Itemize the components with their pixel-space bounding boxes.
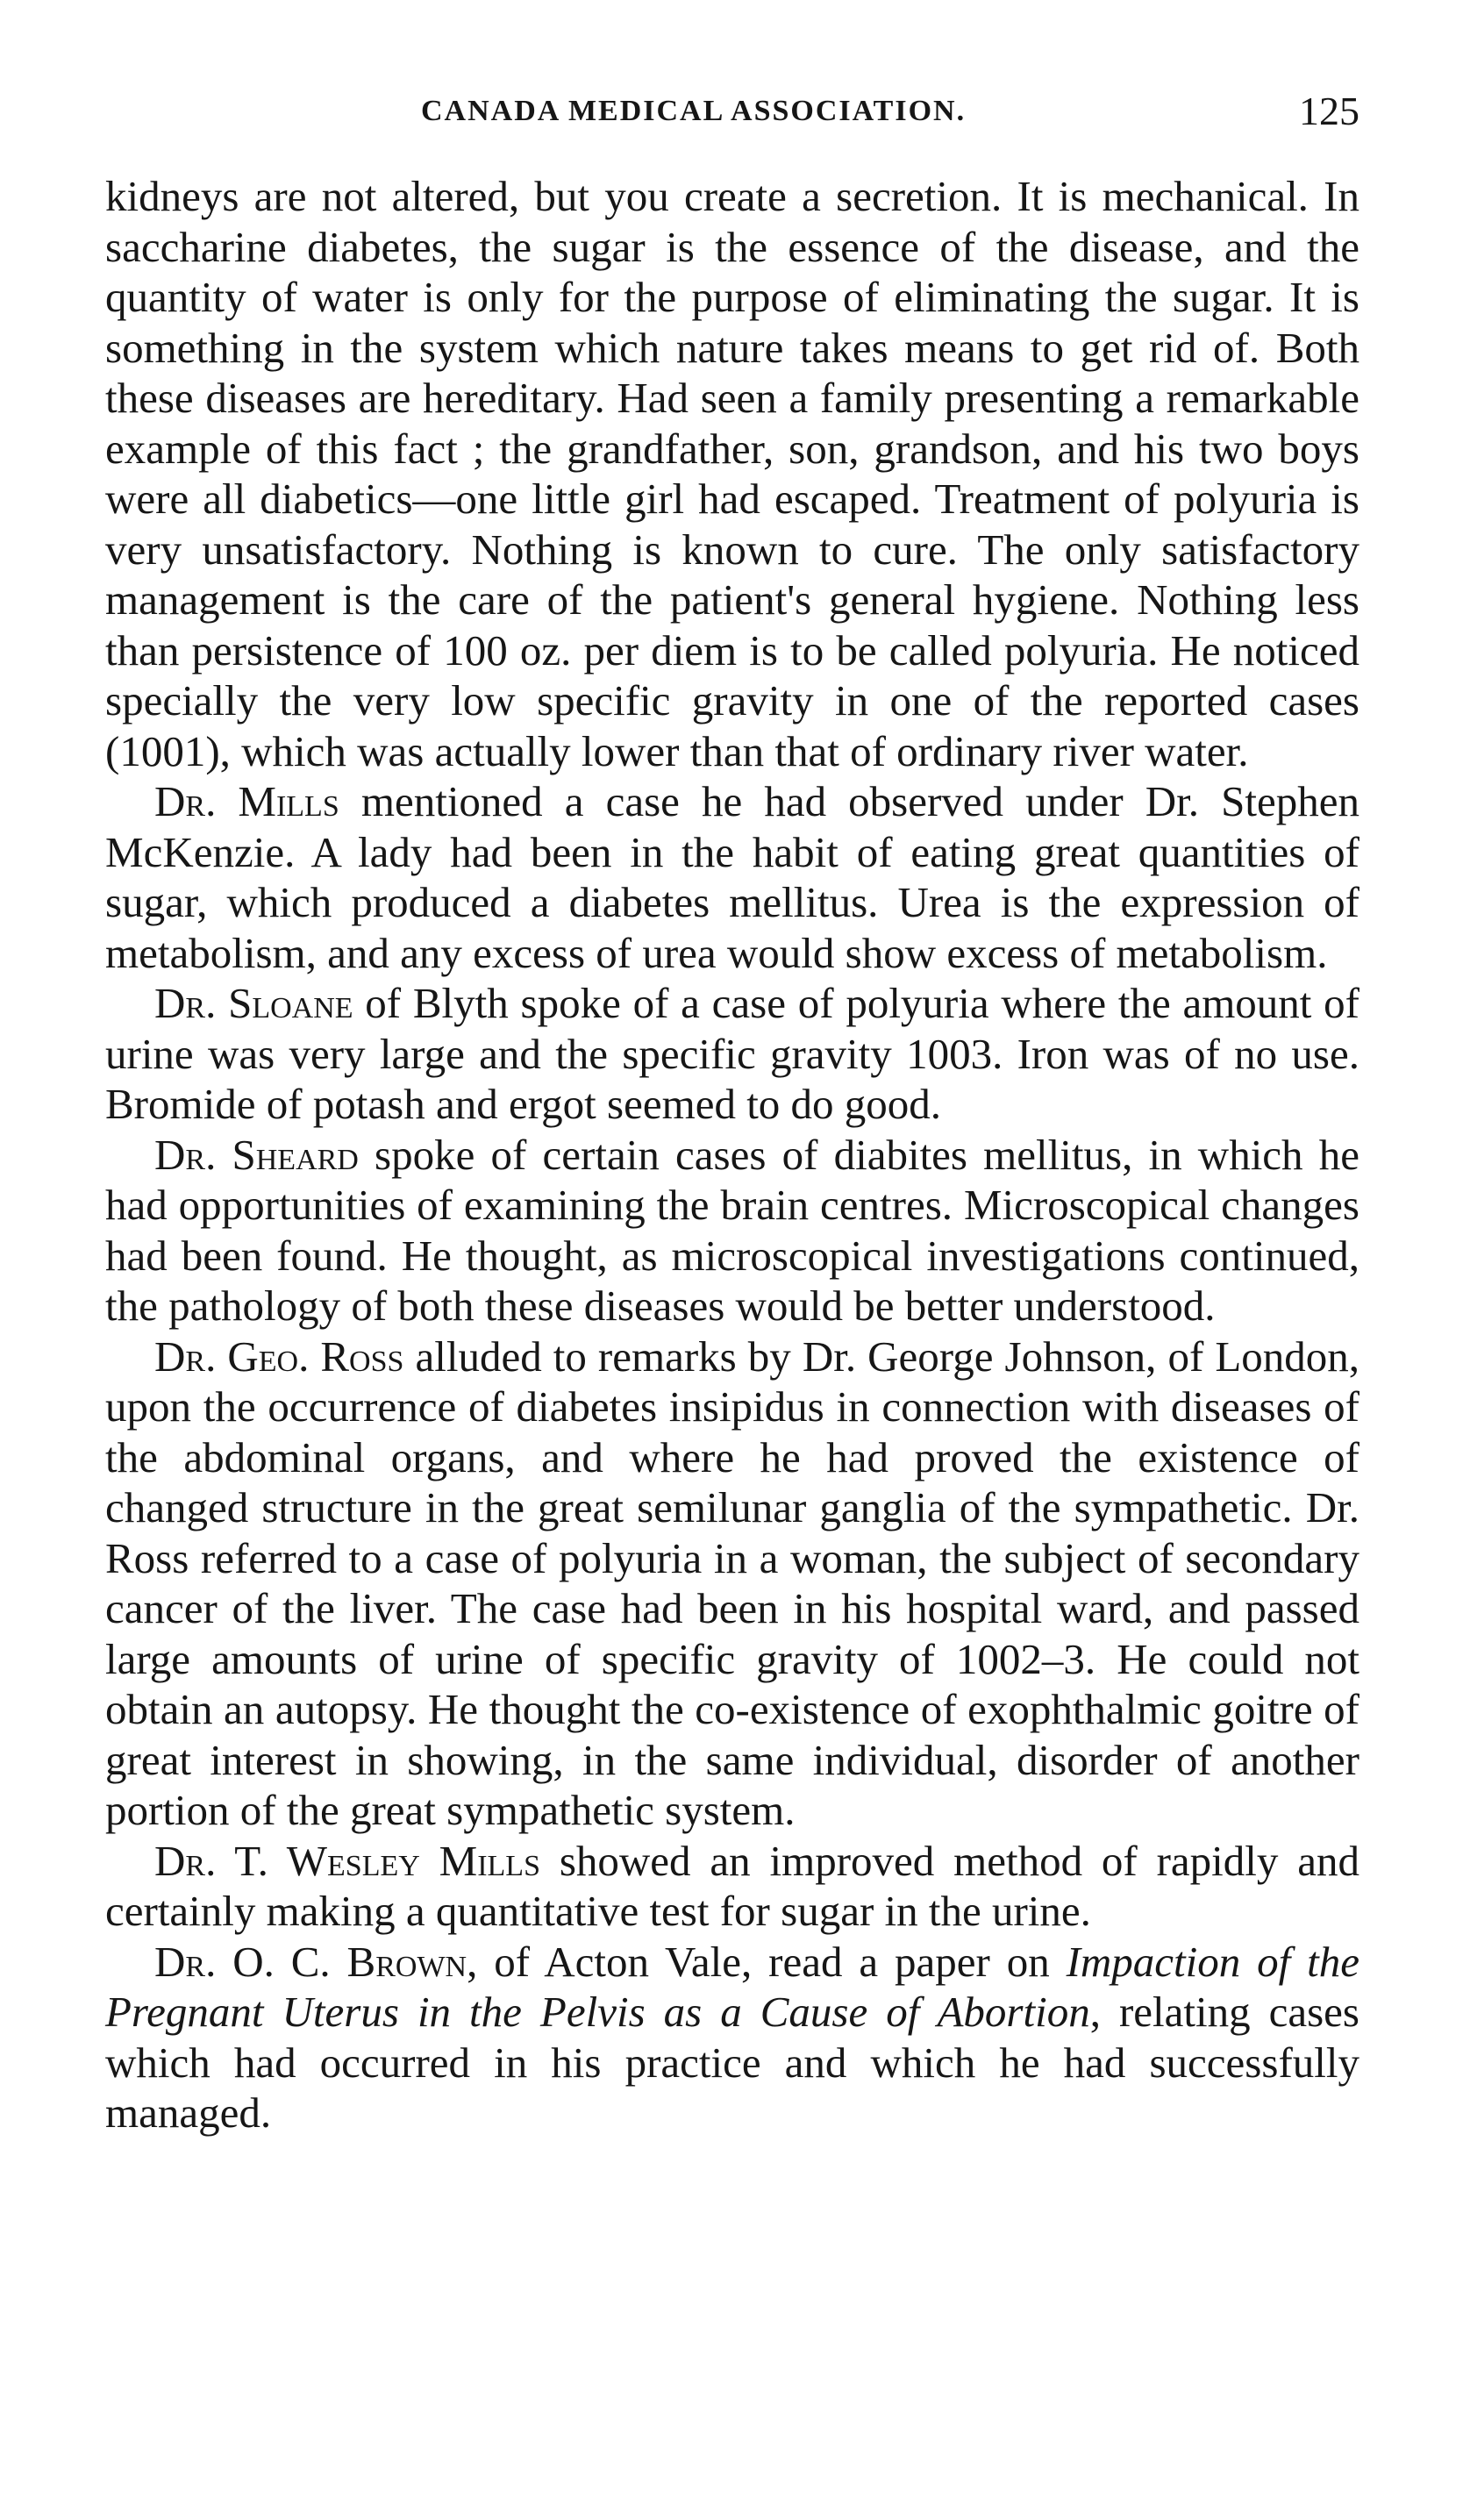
paragraph-dr-mills-wesley (105, 1836, 1359, 1937)
paragraph-text: , relating cases which had occurred in his practice and which he had successfully managed. (105, 1988, 1360, 2137)
paragraph-dr-brown (105, 1937, 1359, 2138)
speaker-name: Dr. Mills (154, 777, 339, 825)
speaker-name: Dr. T. Wesley Mills (154, 1836, 540, 1885)
paragraph-dr-ross (105, 1331, 1359, 1836)
paragraph-dr-mills (105, 776, 1359, 978)
speaker-name: Dr. Sheard (154, 1130, 359, 1179)
speaker-name: Dr. O. C. Brown (154, 1937, 467, 1986)
paragraph-text: , of Acton Vale, read a paper on (467, 1937, 1067, 1986)
paragraph-text: alluded to remarks by Dr. George Johnson, of London, upon the occurrence of diabetes insipidus in connection with diseases of the abdominal organs, and where he had proved the existence of changed structure in the great semilunar ganglia of the sympathetic. Dr. Ross referred to a case of polyuria in a woman, the subject of secondary cancer of the liver. The case had been in his hospital ward, and passed large amounts of urine of specific gravity of 1002–3. He could not obtain an autopsy. He thought the co-existence of exophthalmic goitre of great interest in showing, in the same individual, disorder of another portion of the great sympathetic system. (105, 1331, 1360, 1834)
paragraph-text: of Blyth spoke of a case of polyuria where the amount of urine was very large and the specific gravity 1003. Iron was of no use. Bromide of potash and ergot seemed to do good. (105, 979, 1359, 1128)
paragraph-dr-sheard (105, 1130, 1359, 1331)
paragraph-text: mentioned a case he had observed under Dr. Stephen McKenzie. A lady had been in the habit of eating great quantities of sugar, which produced a diabetes mellitus. Urea is the expression of metabolism, and any excess of urea would show excess of metabolism. (105, 777, 1359, 977)
paragraph-dr-sloane (105, 978, 1359, 1130)
paragraph-text: spoke of certain cases of diabites mellitus, in which he had opportunities of examining the brain centres. Microscopical changes had been found. He thought, as microscopical investigations continued, the pathology of both these diseases would be better understood. (105, 1130, 1359, 1330)
paragraph-text: showed an improved method of rapidly and certainly making a quantitative test for sugar in the urine. (105, 1836, 1359, 1935)
running-title: CANADA MEDICAL ASSOCIATION. (421, 95, 967, 127)
paragraph-text: kidneys are not altered, but you create a secretion. It is mechanical. In saccharine diabetes, the sugar is the essence of the disease, and the quantity of water is only for the purpose of eliminating the sugar. It is something in the system which nature takes means to get rid of. Both these diseases are hereditary. Had seen a family presenting a remarkable example of this fact ; the grandfather, son, grandson, and his two boys were all diabetics—one little girl had escaped. Treatment of polyuria is very unsatisfactory. Nothing is known to cure. The only satisfactory management is the care of the patient's general hygiene. Nothing less than persistence of 100 oz. per diem is to be called polyuria. He noticed specially the very low specific gravity in one of the reported cases (1001), which was actually lower than that of ordinary river water. (105, 172, 1359, 775)
speaker-name: Dr. Geo. Ross (154, 1331, 404, 1381)
paper-title: Impaction of the Pregnant Uterus in the Pelvis as a Cause of Abortion (105, 1937, 1359, 2036)
page-number: 125 (1299, 89, 1359, 133)
speaker-name: Dr. Sloane (154, 979, 353, 1027)
page-header (105, 88, 1359, 140)
body-text (105, 171, 1359, 2138)
paragraph-continuation (105, 171, 1359, 776)
